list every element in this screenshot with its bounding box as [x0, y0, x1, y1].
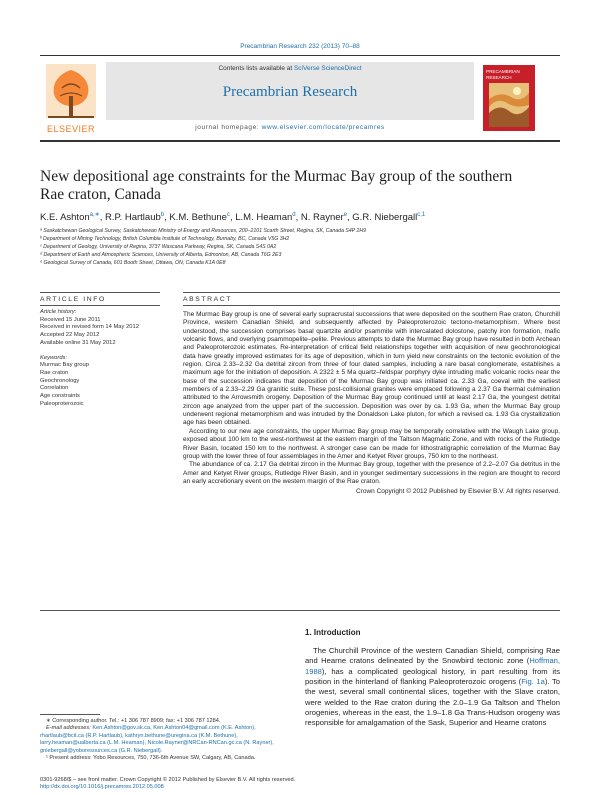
- history-item: Received in revised form 14 May 2012: [40, 324, 139, 331]
- author-affiliation-mark[interactable]: a,∗: [89, 212, 100, 218]
- email-label: E-mail addresses:: [46, 725, 93, 732]
- author-name: N. Rayner: [300, 212, 344, 224]
- cover-title-line1: PRECAMBRIAN: [486, 69, 520, 74]
- ref-fig-1a[interactable]: Fig. 1a: [521, 677, 545, 687]
- author-name: K.M. Bethune: [169, 212, 227, 224]
- author-affiliation-mark[interactable]: e: [343, 212, 348, 218]
- keyword-item: Age constraints: [40, 393, 80, 400]
- keyword-list: [40, 362, 160, 408]
- author-affiliation-mark[interactable]: d: [292, 212, 296, 218]
- section-heading-introduction: 1. Introduction: [305, 628, 361, 637]
- author-affiliation-mark[interactable]: c: [226, 212, 230, 218]
- abstract-paragraph-2: According to our new age constraints, the upper Murmac Bay group may be temporally correlative with the Waugh Lake group, exposed about 100 km to the west-northwest at the eastern margin of the Taltson Magmatic Zone, and with rocks of the Rutledge River Basin, located 150 km to the northwest. A stronger case can be made for lithostratigraphic correlation of the Murmac Bay group with the lower three of four assemblages in the Amer and Ketyet River groups, 750 km to the northeast.: [183, 427, 560, 460]
- issn-line: 0301-9268/$ – see front matter. Crown Copyright © 2012 Published by Elsevier B.V. All rights reserved.: [40, 777, 296, 783]
- article-info-heading: ARTICLE INFO: [40, 296, 106, 303]
- article-info-panel: [40, 309, 160, 408]
- author-list: K.E. Ashton$^{a,∗}$, R.P. Hartlaub$^b$, K.M. Bethune$^c$, L.M. Heaman$^d$, N. Rayner$^e$, G.R. Niebergall$^{c,1}$: [40, 212, 426, 224]
- author-name: K.E. Ashton: [40, 212, 90, 224]
- cover-title-line2: RESEARCH: [486, 74, 512, 80]
- footnotes: [40, 718, 295, 762]
- affiliation-item: ᵈ Department of Earth and Atmospheric Sciences, University of Alberta, Edmonton, AB, Canada T6G 2E3: [40, 252, 282, 258]
- history-list: [40, 317, 160, 348]
- header-rule-top: [40, 55, 560, 56]
- abstract-paragraph-3: The abundance of ca. 2.17 Ga detrital zircon in the Murmac Bay group, together with the presence of 2.2–2.07 Ga detritus in the Amer and Ketyet River groups, Rutledge River Basin, and in younger sedimentary successions in the region are thought to record an early accretionary event on the western margin of the Rae craton.: [183, 461, 560, 485]
- abstract-rule: [183, 292, 560, 293]
- journal-header-box: [106, 62, 474, 120]
- cover-art-icon: [489, 83, 529, 127]
- affiliation-list: [40, 227, 560, 267]
- author-name: R.P. Hartlaub: [104, 212, 161, 224]
- ref-hoffman-1988[interactable]: Hoffman, 1988: [305, 656, 560, 676]
- doi-link[interactable]: http://dx.doi.org/10.1016/j.precamres.2012.05.008: [40, 784, 164, 791]
- abstract-rule-2: [183, 305, 560, 306]
- front-matter-footer: [40, 777, 560, 792]
- abstract-paragraph-1: The Murmac Bay group is one of several early supracrustal successions that were deposited on the southern Rae craton, Churchill Province, western Canadian Shield, and subsequently affected by Paleoproterozoic tectono-metamorphism. Where best understood, the succession comprises basal quartzite and/or psammite with intercalated dolostone, patchy iron formation, mafic volcanic flows, and overlying psammopelite–pelite. Previous attempts to date the Murmac Bay group have resulted in both Archean and Paleoproterozoic estimates. Re-interpretation of critical field relationships together with acquisition of new geochronological data have greatly improved estimates for its age of deposition, which in turn yield new constraints on the tectonic evolution of the region. Circa 2.33–2.32 Ga detrital zircon from three of four dated samples, including a rare basal conglomerate, establishes a maximum age for the initiation of deposition. A 2322 ± 5 Ma quartz–feldspar porphyry dyke intruding mafic volcanic rocks near the base of the succession indicates that deposition of the Murmac Bay group was initiated ca. 2.33 Ga, coeval with the earliest members of a 2.33–2.29 Ga granitic suite. These post-collisional granites were emplaced following a 2.37 Ga thermal culmination attributed to the Arrowsmith orogeny. Deposition of the Murmac Bay group continued until at least 2.17 Ga, the youngest detrital zircon age analyzed from the upper part of the succession. Deposition was over by ca. 1.93 Ga, when the Murmac Bay group underwent regional metamorphism and was intruded by the Donaldson Lake pluton, for which a revised ca. 1.93 Ga crystallization age has been obtained.: [183, 311, 560, 427]
- author-name: G.R. Niebergall: [352, 212, 418, 224]
- intro-text-part-1: The Churchill Province of the western Canadian Shield, comprising Rae and Hearne cratons delineated by the Snowbird tectonic zone (: [305, 646, 560, 666]
- author-affiliation-mark[interactable]: c,1: [417, 212, 426, 218]
- intro-text-part-2: ), has a complicated geological history, in part resulting from its position in the hinterland of flanking Paleoproterozoic orogens (: [305, 666, 560, 687]
- journal-cover: [483, 65, 535, 131]
- article-info-rule-2: [40, 305, 160, 306]
- intro-text-part-3: ). To the west, several small continental slices, together with the Slave craton, were welded to the Rae craton during the 2.0–1.9 Ga Taltson and Thelon orogenies, whereas in the east, the 1.9–1.8 Ga Trans-Hudson orogeny was responsible for amalgamation of the Sask, Superior and Hearne cratons: [305, 677, 561, 728]
- article-title: New depositional age constraints for the Murmac Bay group of the southern Rae craton, Canada: [40, 168, 513, 203]
- present-address-note: ¹ Present address: Yobo Resources, 750, 736-6th Avenue SW, Calgary, AB, Canada.: [46, 755, 256, 762]
- homepage-link[interactable]: www.elsevier.com/locate/precamres: [261, 124, 385, 131]
- author-emails[interactable]: Ken.Ashton@gov.sk.ca, Ken.Ashton04@gmail.com (K.E. Ashton), rhartlaub@bcit.ca (R.P. Hartlaub), kathryn.bethune@uregina.ca (K.M. Bethune), larry.heaman@ualberta.ca (L.M. Heaman), Nicole.Rayner@NRCan-RNCan.gc.ca (N. Rayner), gniebergall@yoboresources.ca (G.R. Niebergall).: [40, 725, 274, 754]
- abstract-end-rule: [40, 610, 560, 611]
- keyword-item: Correlation: [40, 385, 69, 392]
- affiliation-item: ᵇ Department of Mining Technology, British Columbia Institute of Technology, Burnaby, BC, Canada V5G 3H2: [40, 236, 290, 242]
- header-rule-bottom: [40, 140, 560, 142]
- elsevier-logo: [40, 62, 102, 138]
- history-item: Available online 31 May 2012: [40, 339, 116, 346]
- affiliation-item: ᵉ Geological Survey of Canada, 601 Booth Street, Ottawa, ON, Canada K1A 0E8: [40, 260, 226, 266]
- affiliation-item: ᶜ Department of Geology, University of Regina, 3737 Wascana Parkway, Regina, SK, Canada S4S 0A2: [40, 244, 277, 250]
- article-info-rule: [40, 292, 160, 293]
- author-name: L.M. Heaman: [235, 212, 293, 224]
- journal-citation: Precambrian Research 232 (2013) 70–88: [240, 43, 360, 50]
- abstract-heading: ABSTRACT: [183, 296, 233, 303]
- keyword-item: Geochronology: [40, 377, 80, 384]
- journal-homepage: [106, 124, 474, 131]
- publisher-name: ELSEVIER: [46, 124, 96, 134]
- introduction-paragraph: [305, 646, 560, 729]
- history-item: Accepted 22 May 2012: [40, 332, 100, 339]
- keyword-item: Paleoproterozoic: [40, 400, 84, 407]
- contents-line: [106, 65, 474, 72]
- abstract-body: [183, 311, 560, 497]
- keyword-item: Rae craton: [40, 369, 69, 376]
- keywords-label: Keywords:: [40, 354, 68, 361]
- sciencedirect-link[interactable]: SciVerse ScienceDirect: [293, 65, 362, 72]
- corresponding-author-note: ∗ Corresponding author. Tel.: +1 306 787 8909; fax: +1 306 787 1284.: [46, 718, 221, 724]
- contents-prefix: Contents lists available at: [218, 65, 294, 72]
- affiliation-item: ᵃ Saskatchewan Geological Survey, Saskatchewan Ministry of Energy and Resources, 200–2101 Scarth Street, Regina, SK, Canada S4P 2H9: [40, 228, 366, 234]
- author-affiliation-mark[interactable]: b: [160, 212, 165, 218]
- homepage-prefix: journal homepage:: [195, 124, 262, 131]
- journal-name: Precambrian Research: [222, 84, 358, 100]
- history-item: Received 15 June 2011: [40, 316, 101, 323]
- copyright-line: Crown Copyright © 2012 Published by Elsevier B.V. All rights reserved.: [356, 488, 560, 496]
- footnote-rule: [40, 714, 100, 715]
- history-label: Article history:: [40, 309, 77, 315]
- keyword-item: Murmac Bay group: [40, 362, 89, 369]
